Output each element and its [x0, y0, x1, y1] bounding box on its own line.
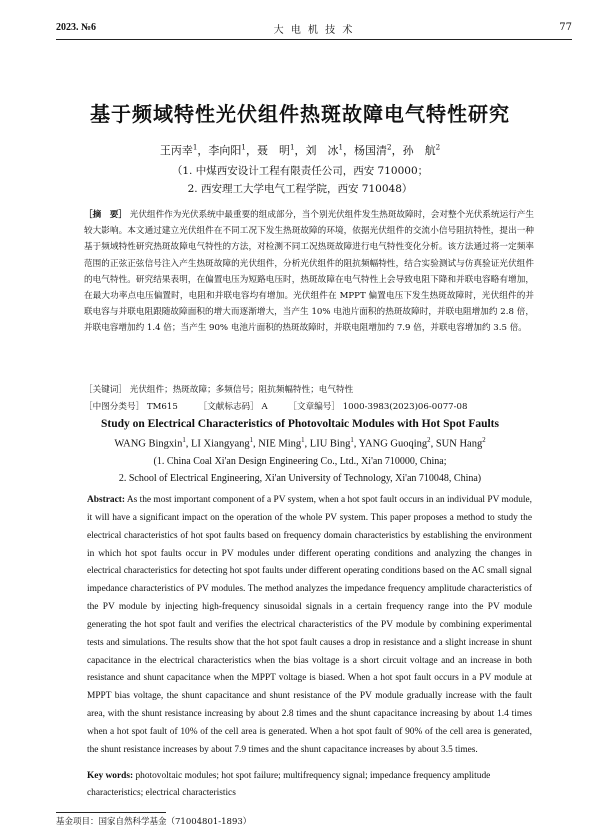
en-author-affiliation-mark: 1	[301, 437, 305, 444]
cn-author-affiliation-mark: 2	[435, 142, 441, 152]
page-number: 77	[559, 22, 572, 33]
cn-author-name: 杨国清	[354, 144, 388, 157]
cn-author-affiliation-mark: 1	[289, 142, 295, 152]
keywords-en-text: photovoltaic modules; hot spot failure; multifrequency signal; impedance frequency amplitude characteristics; electrical characteristics	[87, 771, 491, 798]
title-en: Study on Electrical Characteristics of Photovoltaic Modules with Hot Spot Faults	[100, 418, 499, 430]
journal-name: 大 电 机 技 术	[273, 25, 355, 36]
cn-author-name: 王丙幸	[159, 144, 193, 157]
abstract-cn-text: 光伏组件作为光伏系统中最重要的组成部分，当个别光伏组件发生热斑故障时，会对整个光伏系统运行产生较大影响。本文通过建立光伏组件在不同工况下发生热斑故障的环境，依据光伏组件的交流小信号阻抗特性，提出一种基于频域特性研究热斑故障电气特性的方法，对检测不同工况热斑故障进行电气特性变化分析。该方法通过将一定频率范围的正弦正弦信号注入产生热斑故障的光伏组件，分析光伏组件的阻抗频幅特性，结合实验测试与仿真验证光伏组件的电气特性。研究结果表明，在偏置电压为短路电压时，热斑故障在电气特性上会导致电阻下降和并联电容略有增加，在最大功率点电压偏置时，电阻和并联电容均有增加。光伏组件在 MPPT 偏置电压下发生热斑故障时，光伏组件的并联电容与并联电阻跟随故障面积的增大而逐渐增大，当产生 10% 电池片面积的热斑故障时，并联电阻增加约 2.8 倍，并联电容增加约 1.4 倍；当产生 90% 电池片面积的热斑故障时，并联电阻增加约 7.9 倍，并联电容增加约 3.5 倍。	[84, 210, 534, 334]
author-list-cn: 王丙幸$^1$，李向阳$^1$，聂 明$^1$，刘 冰$^1$，杨国清$^2$，孙 航$^2$	[159, 142, 441, 157]
en-author-name: SUN Hang	[435, 438, 483, 450]
cn-author-affiliation-mark: 2	[387, 142, 392, 152]
keywords-en	[87, 768, 532, 802]
affiliation-en-2: 2. School of Electrical Engineering, Xi'an University of Technology, Xi'an 710048, China)	[118, 473, 482, 484]
author-list-en: WANG Bingxin$^1$, LI Xiangyang$^1$, NIE Ming$^1$, LIU Bing$^1$, YANG Guoqing$^2$, SUN Hang$^2$	[114, 437, 486, 450]
title-cn: 基于频域特性光伏组件热斑故障电气特性研究	[90, 102, 510, 126]
funding-footnote: 基金项目：国家自然科学基金（71004801-1893）	[56, 817, 252, 827]
en-author-name: LIU Bing	[309, 438, 351, 450]
cn-author-name: 聂 明	[256, 144, 290, 157]
cn-author-affiliation-mark: 1	[338, 142, 344, 152]
footnote-rule	[56, 812, 166, 813]
en-author-name: YANG Guoqing	[358, 438, 428, 450]
en-author-affiliation-mark: 2	[427, 437, 431, 444]
keywords-en-label: Key words:	[87, 771, 134, 781]
en-author-name: NIE Ming	[258, 438, 302, 450]
affiliation-cn-2: 2. 西安理工大学电气工程学院，西安 710048）	[187, 183, 413, 195]
en-author-affiliation-mark: 1	[350, 437, 354, 444]
en-author-name: WANG Bingxin	[114, 438, 183, 450]
keywords-cn-label: ［关键词］	[84, 385, 127, 395]
issue-label: 2023. №6	[56, 22, 97, 33]
abstract-en-text: As the most important component of a PV system, when a hot spot fault occurs in an individual PV module, it will have a significant impact on the operation of the whole PV system. This paper proposes a method to study the electrical characteristics of hot spot faults based on frequency domain characteristics by establishing the environment in which hot spot faults occur in PV modules under different operating conditions and analyzing the changes in electrical characteristics for detecting hot spot faults under different operating conditions based on the AC small signal impedance characteristics of PV modules. The method analyzes the impedance frequency amplitude characteristics of the PV module by injecting high-frequency sinusoidal signals in a certain frequency range into the PV module generating the hot spot fault and verifies the electrical characteristics of the PV module by combining experimental tests and simulations. The results show that the hot spot fault causes a drop in resistance and a slight increase in shunt capacitance in the electrical characteristics when the bias voltage is a short circuit voltage and an increase in both resistance and shunt capacitance when the MPPT voltage is biased. When a hot spot fault occurs in a PV module at MPPT bias voltage, the shunt capacitance and shunt resistance of the PV module gradually increase with the fault area, with the shunt resistance increasing by about 2.8 times and the shunt capacitance increasing by about 1.4 times when a hot spot fault of 10% of the cell area is generated. When a hot spot fault of 90% of the cell area is generated, the shunt resistance increases by about 7.9 times and the shunt capacitance increases by about 3.5 times.	[87, 495, 533, 755]
abstract-cn	[84, 207, 534, 337]
en-author-name: LI Xiangyang	[191, 438, 250, 450]
cn-author-name: 李向阳	[208, 144, 242, 157]
keywords-cn	[84, 383, 353, 395]
cn-author-affiliation-mark: 1	[241, 142, 246, 152]
cn-author-affiliation-mark: 1	[192, 142, 198, 152]
abstract-en-label: Abstract:	[87, 495, 126, 505]
running-header	[56, 19, 572, 40]
en-author-affiliation-mark: 1	[182, 437, 186, 444]
keywords-cn-text: 光伏组件；热斑故障；多频信号；阻抗频幅特性；电气特性	[129, 385, 354, 395]
en-author-affiliation-mark: 2	[482, 437, 486, 444]
document-code: ［文献标志码］ A	[198, 402, 268, 412]
classification-line	[84, 400, 485, 412]
en-author-affiliation-mark: 1	[249, 437, 254, 444]
abstract-cn-label: ［摘 要］	[84, 210, 128, 220]
abstract-en	[87, 492, 532, 760]
cn-author-name: 刘 冰	[305, 144, 339, 157]
clc-number: ［中图分类号］ TM615	[84, 402, 178, 412]
article-number: ［文章编号］ 1000-3983(2023)06-0077-08	[288, 402, 468, 412]
affiliation-cn-1: （1. 中煤西安设计工程有限责任公司，西安 710000；	[171, 165, 429, 177]
affiliation-en-1: (1. China Coal Xi'an Design Engineering Co., Ltd., Xi'an 710000, China;	[153, 456, 447, 467]
cn-author-name: 孙 航	[402, 144, 436, 157]
